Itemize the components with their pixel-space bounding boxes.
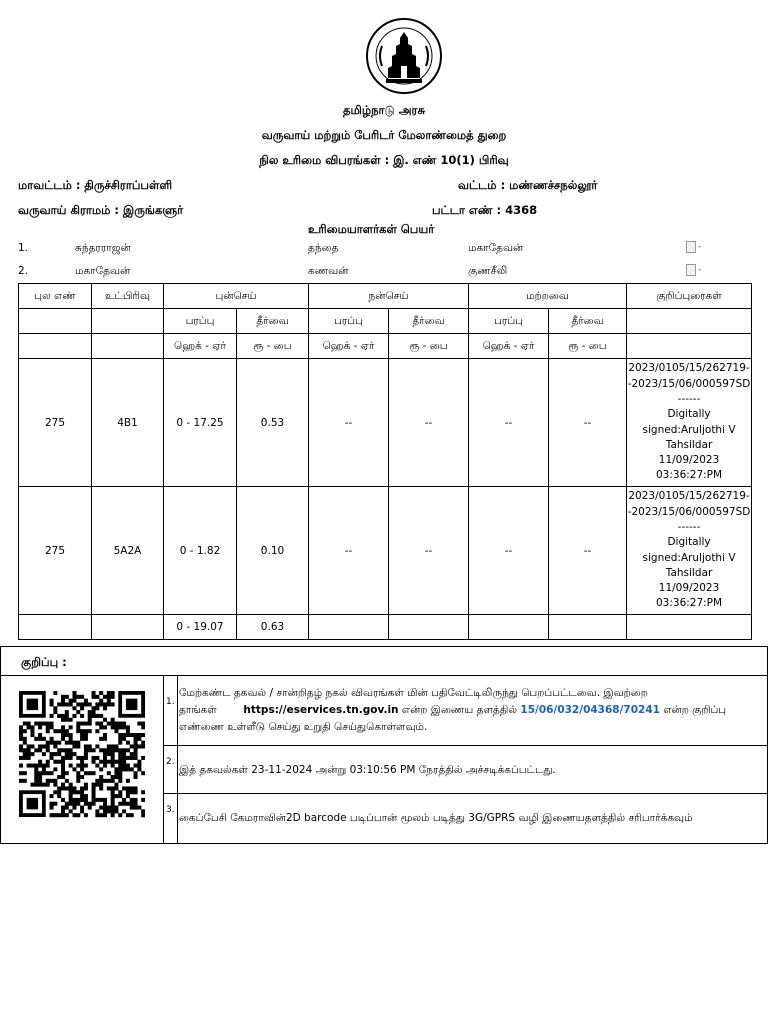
patta-number-field: பட்டா எண் : 4368 [432,203,538,217]
other-area-cell: -- [469,487,549,615]
col-subdivision: உட்பிரிவு [92,284,164,309]
survey-number-cell: 275 [19,487,92,615]
owner-relative-name: மகாதேவன் [468,242,524,254]
note-text: இத் தகவல்கள் 23-11-2024 அன்று 03:10:56 PM நேரத்தில் அச்சடிக்கப்பட்டது. [179,764,556,776]
dry-tax-cell: 0.10 [237,487,309,615]
notes-title: குறிப்பு : [21,655,67,669]
col-other-land: மற்றவை [469,284,627,309]
other-tax-cell: -- [549,487,627,615]
subcol-tax: தீர்வை [549,309,627,334]
subcol-tax: தீர்வை [389,309,469,334]
broken-image-icon: - [686,264,704,280]
owner-relation: தந்தை [308,242,339,254]
subcol-tax: தீர்வை [237,309,309,334]
owner-name: மகாதேவன் [75,265,131,277]
wet-area-cell: -- [309,359,389,487]
reference-number: 15/06/032/04368/70241 [520,704,660,716]
unit-rupee-paise: ரூ - பை [549,334,627,359]
divider [163,793,768,794]
owner-relation: கணவன் [308,265,349,277]
qr-code [19,691,145,821]
col-survey-number: புல எண் [19,284,92,309]
divider [163,745,768,746]
land-details-table [18,283,752,640]
other-area-cell: -- [469,359,549,487]
owner-number: 2. [18,265,29,277]
table-row [19,359,752,487]
unit-hectare-are: ஹெக் - ஏர் [469,334,549,359]
divider [177,675,178,843]
owners-heading: உரிமையாளர்கள் பெயர் [308,222,435,236]
dry-tax-cell: 0.53 [237,359,309,487]
document-title: நில உரிமை விபரங்கள் : இ. எண் 10(1) பிரிவு [259,153,509,167]
broken-image-icon: - [686,241,704,257]
taluk-field: வட்டம் : மண்ணச்சநல்லூர் [458,178,598,192]
unit-hectare-are: ஹெக் - ஏர் [309,334,389,359]
unit-hectare-are: ஹெக் - ஏர் [164,334,237,359]
subcol-area: பரப்பு [164,309,237,334]
col-dry-land: புன்செய் [164,284,309,309]
subdivision-cell: 4B1 [92,359,164,487]
owner-name: சுந்தரராஜன் [75,242,131,254]
wet-tax-cell: -- [389,359,469,487]
total-dry-area: 0 - 19.07 [164,615,237,640]
dry-area-cell: 0 - 17.25 [164,359,237,487]
subcol-area: பரப்பு [469,309,549,334]
col-remarks: குறிப்புரைகள் [627,284,752,309]
verification-url: https://eservices.tn.gov.in [243,704,399,716]
total-dry-tax: 0.63 [237,615,309,640]
remarks-cell: 2023/0105/15/262719- -2023/15/06/000597SD ------ Digitally signed:Aruljothi V Tahsildar 11/09/2023 03:36:27:PM [627,487,752,615]
district-field: மாவட்டம் : திருச்சிராப்பள்ளி [18,178,173,192]
notes-section [0,646,768,844]
survey-number-cell: 275 [19,359,92,487]
dry-area-cell: 0 - 1.82 [164,487,237,615]
col-wet-land: நன்செய் [309,284,469,309]
tamil-nadu-emblem [364,16,444,96]
owner-relative-name: குணசீலி [468,265,508,277]
divider [163,675,164,843]
other-tax-cell: -- [549,359,627,487]
subdivision-cell: 5A2A [92,487,164,615]
subcol-area: பரப்பு [309,309,389,334]
remarks-cell: 2023/0105/15/262719- -2023/15/06/000597SD ------ Digitally signed:Aruljothi V Tahsildar 11/09/2023 03:36:27:PM [627,359,752,487]
wet-area-cell: -- [309,487,389,615]
note-number: 1. [166,697,175,707]
unit-rupee-paise: ரூ - பை [237,334,309,359]
note-number: 3. [166,805,175,815]
note-text: மேற்கண்ட தகவல் / சான்றிதழ் நகல் விவரங்கள் மின் பதிவேட்டிலிருந்து பெறப்பட்டவை. இவற்றை தாங்கள் https://eservices.tn.gov.in என்ற இணைய தளத்தில் 15/06/032/04368/70241 என்ற குறிப்பு எண்ணை உள்ளீடு செய்து உறுதி செய்துகொள்ளவும். [179,687,727,733]
note-text: கைப்பேசி கேமராவின்2D barcode படிப்பான் மூலம் படித்து 3G/GPRS வழி இணையதளத்தில் சரிபார்க்கவும் [179,812,693,824]
wet-tax-cell: -- [389,487,469,615]
note-number: 2. [166,757,175,767]
total-row [19,615,752,640]
department-title: வருவாய் மற்றும் பேரிடர் மேலாண்மைத் துறை [261,128,507,142]
government-title: தமிழ்நாடு அரசு [343,103,425,117]
table-row [19,487,752,615]
unit-rupee-paise: ரூ - பை [389,334,469,359]
village-field: வருவாய் கிராமம் : இருங்களுர் [18,203,184,217]
owner-number: 1. [18,242,29,254]
